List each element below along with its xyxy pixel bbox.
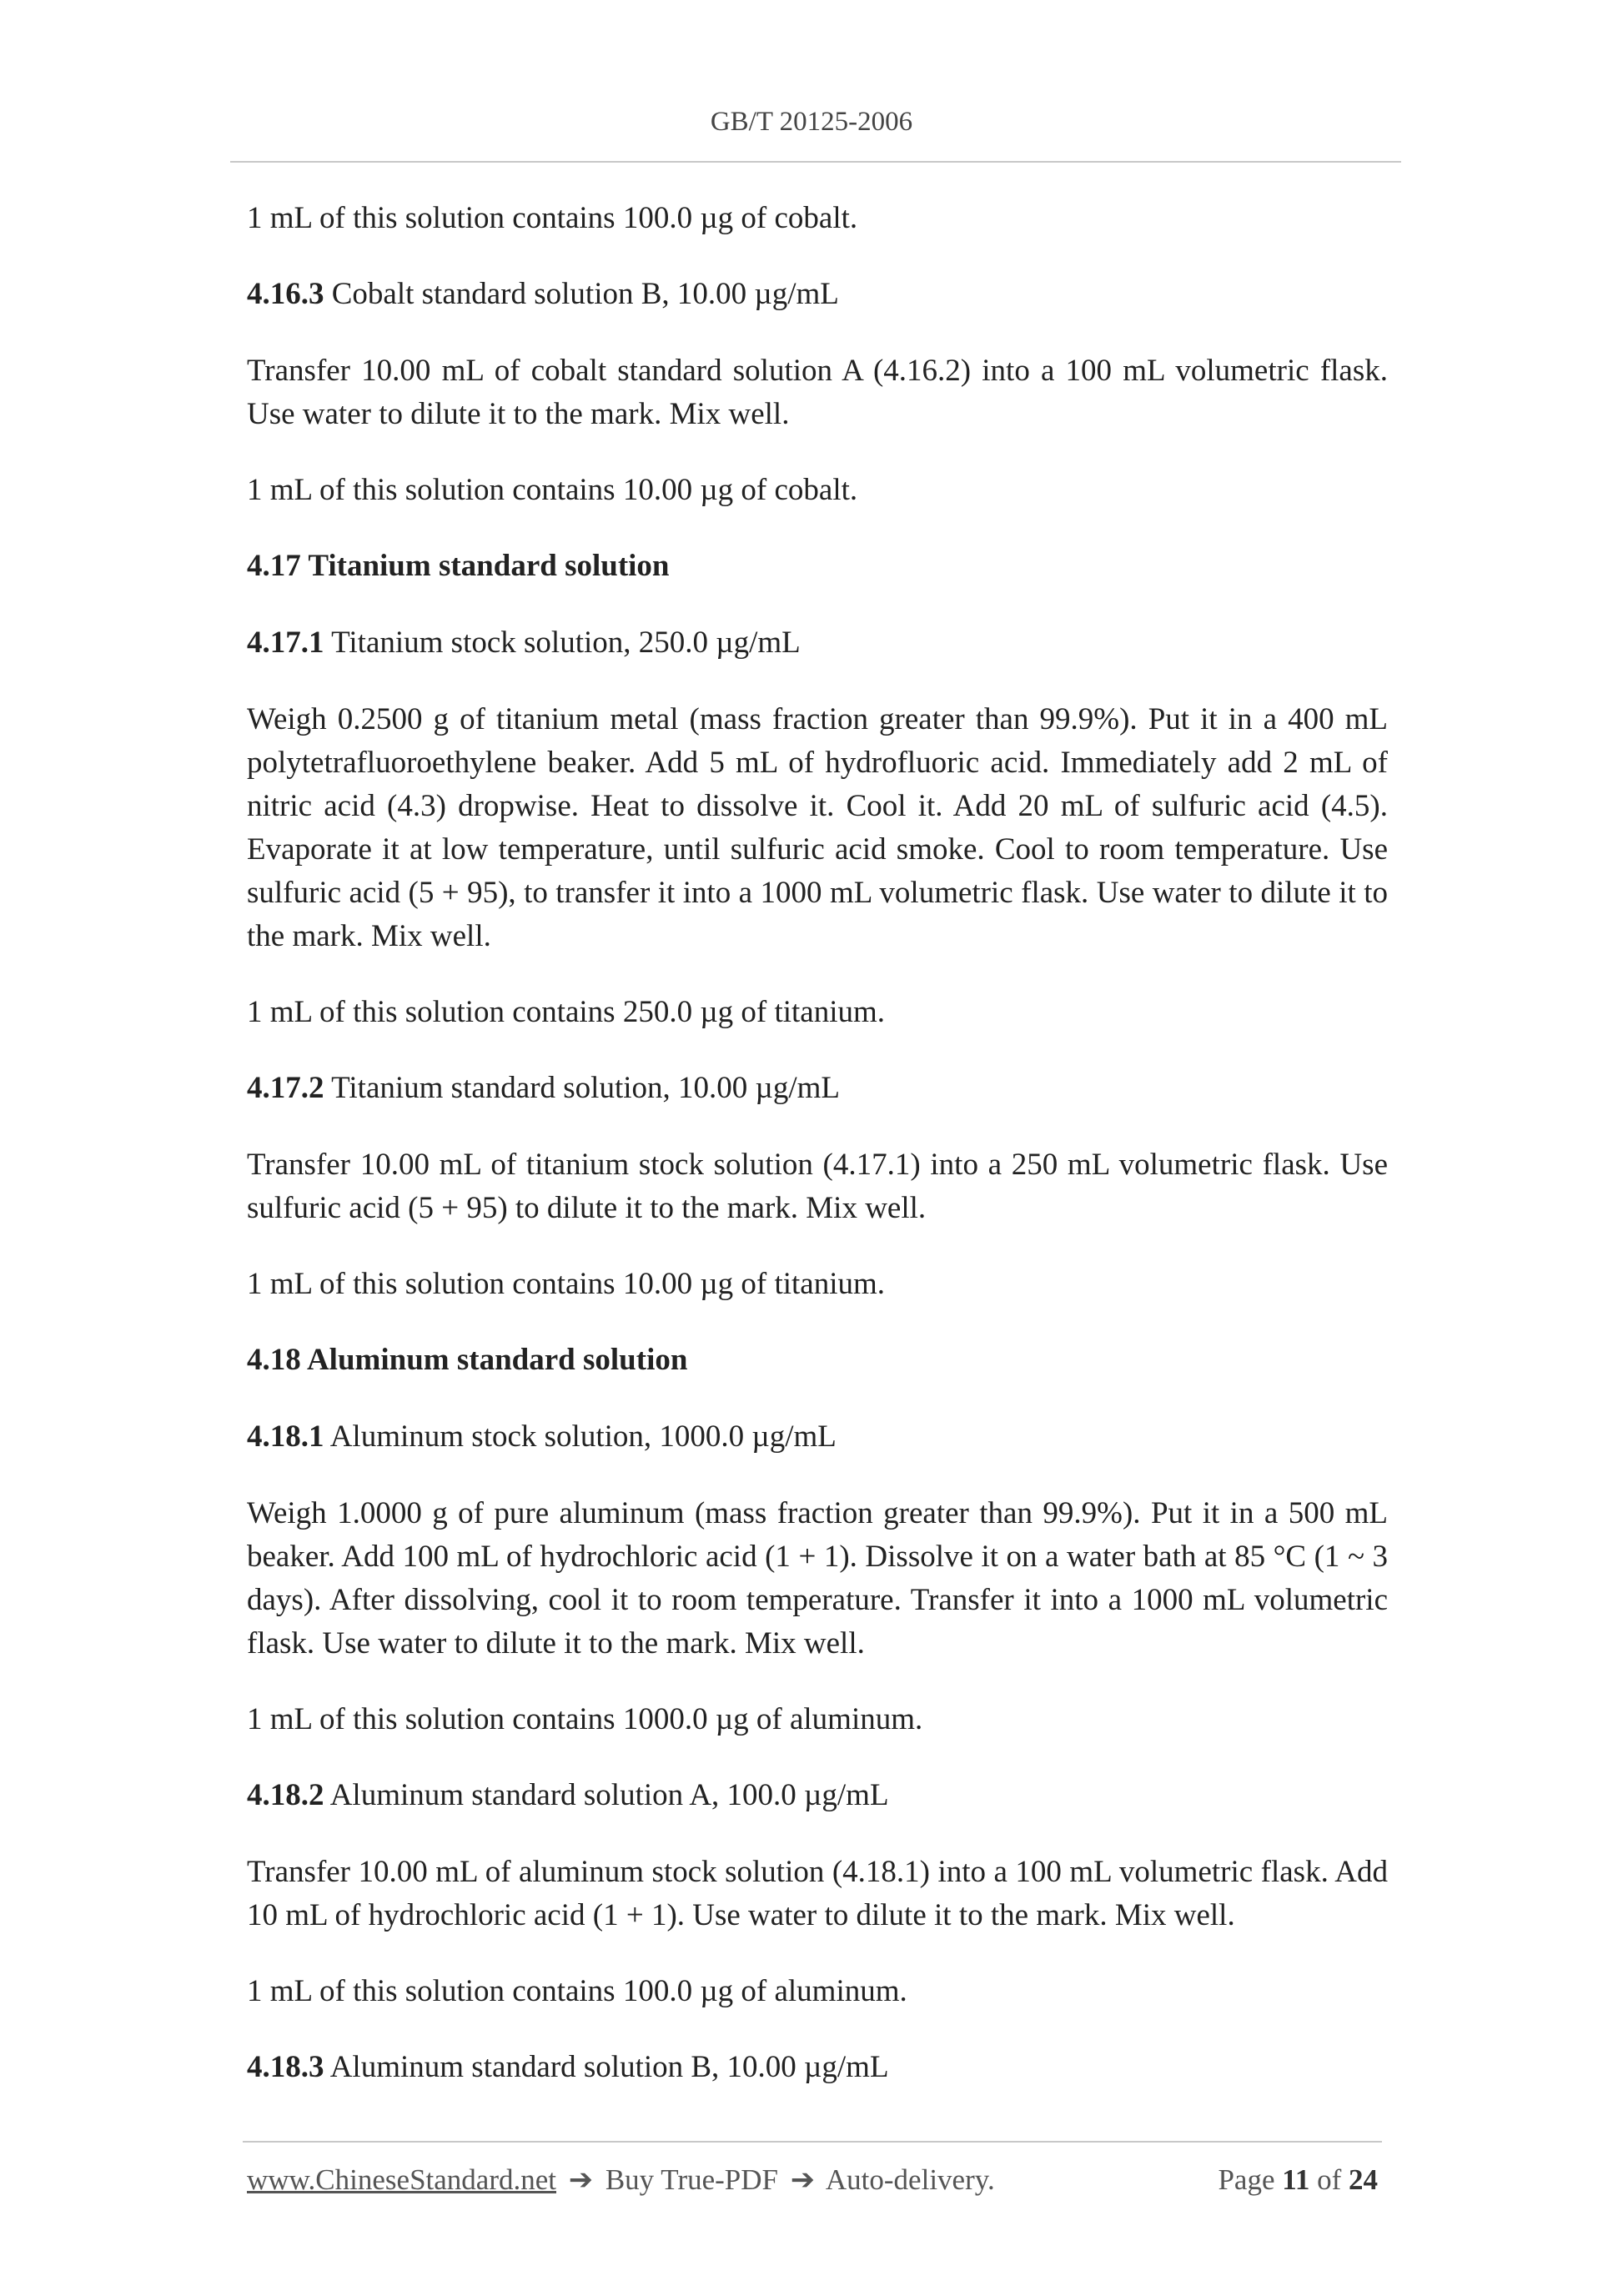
clause-heading bbox=[247, 1774, 1388, 1817]
clause-number: 4.16.3 bbox=[247, 277, 324, 311]
body-paragraph: 1 mL of this solution contains 1000.0 µg of aluminum. bbox=[247, 1702, 923, 1736]
section-heading: 4.18 Aluminum standard solution bbox=[247, 1343, 688, 1377]
body-paragraph: Transfer 10.00 mL of titanium stock solution (4.17.1) into a 250 mL volumetric flask. Use sulfuric acid (5 + 95) to dilute it to the mark. Mix well. bbox=[247, 1148, 1388, 1225]
clause-title: Cobalt standard solution B, 10.00 µg/mL bbox=[324, 277, 839, 311]
clause-number: 4.18.2 bbox=[247, 1778, 324, 1812]
clause-number: 4.18.3 bbox=[247, 2050, 324, 2084]
footer-divider bbox=[243, 2141, 1382, 2143]
body-paragraph: Transfer 10.00 mL of aluminum stock solution (4.18.1) into a 100 mL volumetric flask. Add 10 mL of hydrochloric acid (1 + 1). Use water to dilute it to the mark. Mix well. bbox=[247, 1855, 1388, 1932]
clause-heading bbox=[247, 273, 1388, 316]
page-current: 11 bbox=[1282, 2163, 1310, 2196]
auto-delivery-text: Auto-delivery. bbox=[825, 2163, 995, 2196]
page-total: 24 bbox=[1349, 2163, 1378, 2196]
body-paragraph: Weigh 1.0000 g of pure aluminum (mass fraction greater than 99.9%). Put it in a 500 mL beaker. Add 100 mL of hydrochloric acid (1 + 1). Dissolve it on a water bath at 85 °C (1 ~ 3 days). After dissolving, cool it to room temperature. Transfer it into a 1000 mL volumetric flask. Use water to dilute it to the mark. Mix well. bbox=[247, 1496, 1388, 1660]
of-label: of bbox=[1317, 2163, 1342, 2196]
body-paragraph: 1 mL of this solution contains 10.00 µg of cobalt. bbox=[247, 473, 858, 507]
clause-heading bbox=[247, 621, 1388, 665]
body-paragraph: 1 mL of this solution contains 100.0 µg of cobalt. bbox=[247, 201, 858, 235]
body-paragraph: 1 mL of this solution contains 250.0 µg of titanium. bbox=[247, 995, 886, 1029]
footer-promo bbox=[247, 2163, 995, 2197]
body-paragraph: 1 mL of this solution contains 100.0 µg of aluminum. bbox=[247, 1974, 907, 2008]
page-number bbox=[1218, 2163, 1378, 2197]
right-arrow-icon: ➔ bbox=[790, 2163, 816, 2196]
page-header-title: GB/T 20125-2006 bbox=[710, 107, 913, 137]
clause-title: Aluminum stock solution, 1000.0 µg/mL bbox=[324, 1419, 837, 1454]
clause-number: 4.17.1 bbox=[247, 625, 324, 660]
right-arrow-icon: ➔ bbox=[568, 2163, 594, 2196]
clause-number: 4.17.2 bbox=[247, 1071, 324, 1105]
body-paragraph: Weigh 0.2500 g of titanium metal (mass fraction greater than 99.9%). Put it in a 400 mL polytetrafluoroethylene beaker. Add 5 mL of hydrofluoric acid. Immediately add 2 mL of nitric acid (4.3) dropwise. Heat to dissolve it. Cool it. Add 20 mL of sulfuric acid (4.5). Evaporate it at low temperature, until sulfuric acid smoke. Cool to room temperature. Use sulfuric acid (5 + 95), to transfer it into a 1000 mL volumetric flask. Use water to dilute it to the mark. Mix well. bbox=[247, 702, 1388, 953]
body-paragraph: 1 mL of this solution contains 10.00 µg of titanium. bbox=[247, 1267, 886, 1301]
website-link[interactable]: www.ChineseStandard.net bbox=[247, 2163, 556, 2196]
clause-title: Titanium standard solution, 10.00 µg/mL bbox=[324, 1071, 840, 1105]
page-label: Page bbox=[1218, 2163, 1275, 2196]
buy-true-pdf-text: Buy True-PDF bbox=[605, 2163, 778, 2196]
clause-title: Aluminum standard solution B, 10.00 µg/mL bbox=[324, 2050, 889, 2084]
document-body bbox=[247, 197, 1388, 2123]
clause-number: 4.18.1 bbox=[247, 1419, 324, 1454]
clause-title: Titanium stock solution, 250.0 µg/mL bbox=[324, 625, 801, 660]
clause-title: Aluminum standard solution A, 100.0 µg/mL bbox=[324, 1778, 889, 1812]
section-heading: 4.17 Titanium standard solution bbox=[247, 549, 670, 583]
header-divider bbox=[230, 161, 1401, 163]
clause-heading bbox=[247, 2046, 1388, 2089]
body-paragraph: Transfer 10.00 mL of cobalt standard solution A (4.16.2) into a 100 mL volumetric flask. Use water to dilute it to the mark. Mix well. bbox=[247, 354, 1388, 431]
clause-heading bbox=[247, 1415, 1388, 1459]
clause-heading bbox=[247, 1067, 1388, 1110]
